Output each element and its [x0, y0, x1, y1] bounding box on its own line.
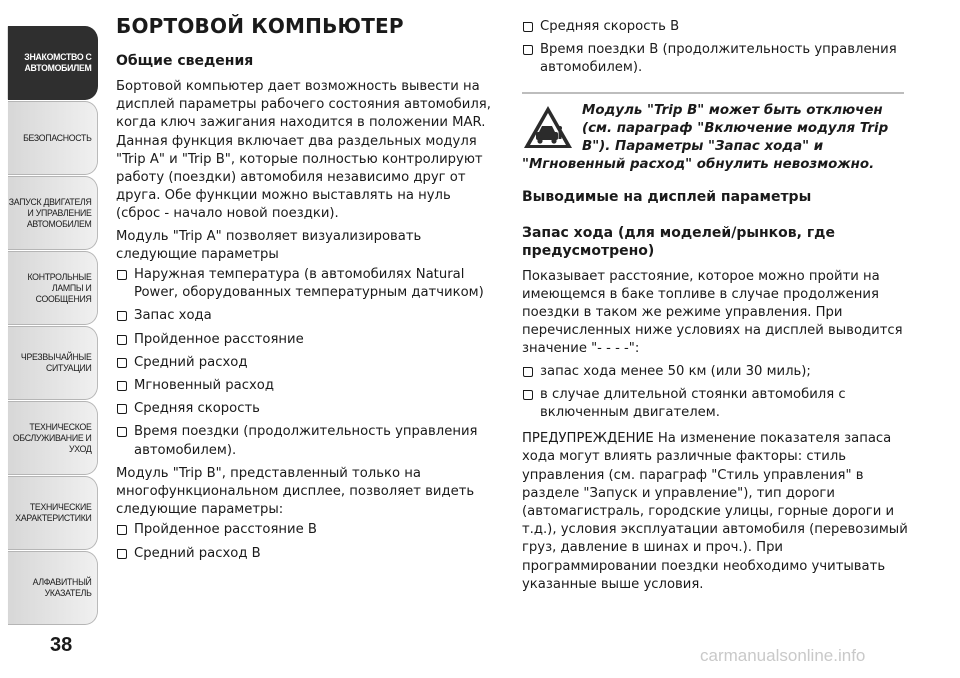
section-heading-params: Выводимые на дисплей параметры [522, 188, 812, 205]
tab-harakteristiki[interactable]: ТЕХНИЧЕСКИЕ ХАРАКТЕРИСТИКИ [8, 476, 98, 550]
tab-znakomstvo[interactable]: ЗНАКОМСТВО С АВТОМОБИЛЕМ [8, 26, 98, 100]
list-item: Средний расход B [116, 545, 496, 563]
page-number: 38 [50, 634, 73, 656]
list-trip-b-continued [522, 18, 912, 78]
paragraph-trip-b: Модуль "Trip B", представленный только на многофункциональном дисплее, позволяет видеть следующие параметры: [116, 465, 475, 518]
list-item: Мгновенный расход [116, 377, 496, 395]
watermark: carmanualsonline.info [700, 646, 866, 665]
section-heading-range: Запас хода (для моделей/рынков, где предусмотрено) [522, 224, 835, 259]
list-item: Средняя скорость B [522, 18, 912, 36]
paragraph-trip-a: Модуль "Trip A" позволяет визуализировать следующие параметры [116, 228, 422, 262]
divider [522, 92, 904, 94]
warning-box [522, 102, 912, 174]
warning-text: Модуль "Trip B" может быть отключен (см. параграф "Включение модуля Trip B"). Параметры "Запас хода" и "Мгновенный расход" обнулить невозможно. [522, 102, 889, 172]
page-title: БОРТОВОЙ КОМПЬЮТЕР [116, 14, 404, 38]
list-trip-b [116, 521, 496, 562]
paragraph-range: Показывает расстояние, которое можно пройти на имеющемся в баке топливе в случае продолжения поездки в таком же режиме управления. При перечисленных ниже условиях на дисплей выводится значение "- - - -": [522, 268, 903, 357]
list-item: Время поездки (продолжительность управления автомобилем). [116, 423, 496, 459]
list-item: в случае длительной стоянки автомобиля с включенным двигателем. [522, 386, 912, 422]
right-column [522, 14, 912, 594]
left-column [116, 14, 496, 568]
tab-ukazatel[interactable]: АЛФАВИТНЫЙ УКАЗАТЕЛЬ [8, 551, 98, 625]
list-item: Наружная температура (в автомобилях Natural Power, оборудованных температурным датчиком) [116, 266, 496, 302]
tab-obsluzhivanie[interactable]: ТЕХНИЧЕСКОЕ ОБСЛУЖИВАНИЕ И УХОД [8, 401, 98, 475]
list-trip-a [116, 266, 496, 460]
list-item: Запас хода [116, 307, 496, 325]
warning-triangle-icon [522, 104, 574, 150]
paragraph-intro: Бортовой компьютер дает возможность вывести на дисплей параметры рабочего состояния автомобиля, когда ключ зажигания находится в положении MAR. Данная функция включает два раздельных модуля "Trip A" и "Trip B", которые полностью контролируют работу (поездки) автомобиля независимо друг от друга. Обе функции можно выставлять на нуль (сброс - начало новой поездки). [116, 79, 491, 222]
list-item: Пройденное расстояние [116, 331, 496, 349]
tab-zapusk[interactable]: ЗАПУСК ДВИГАТЕЛЯ И УПРАВЛЕНИЕ АВТОМОБИЛЕМ [8, 176, 98, 250]
tab-lampy[interactable]: КОНТРОЛЬНЫЕ ЛАМПЫ И СООБЩЕНИЯ [8, 251, 98, 325]
list-item: запас хода менее 50 км (или 30 миль); [522, 363, 912, 381]
list-item: Средняя скорость [116, 400, 496, 418]
section-heading-general: Общие сведения [116, 53, 254, 69]
paragraph-caution: ПРЕДУПРЕЖДЕНИЕ На изменение показателя запаса хода могут влиять различные факторы: стиль управления (см. параграф "Стиль управления" в разделе "Запуск и управление"), тип дороги (автомагистраль, городские улицы, горные дороги и т.д.), условия эксплуатации автомобиля (перевозимый груз, давление в шинах и проч.). При программировании поездки необходимо учитывать указанные выше условия. [522, 431, 908, 592]
tab-situacii[interactable]: ЧРЕЗВЫЧАЙНЫЕ СИТУАЦИИ [8, 326, 98, 400]
tab-bezopasnost[interactable]: БЕЗОПАСНОСТЬ [8, 101, 98, 175]
list-conditions [522, 363, 912, 423]
list-item: Время поездки B (продолжительность управления автомобилем). [522, 41, 912, 77]
list-item: Пройденное расстояние B [116, 521, 496, 539]
section-sidebar [0, 0, 100, 678]
list-item: Средний расход [116, 354, 496, 372]
